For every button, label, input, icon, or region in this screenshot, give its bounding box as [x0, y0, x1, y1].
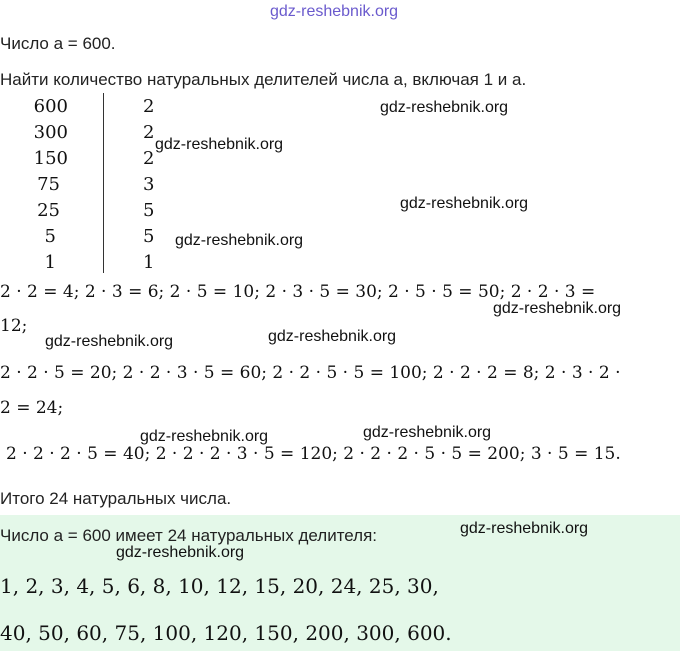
products-line-3: 2 · 2 · 5 = 20; 2 · 2 · 3 · 5 = 60; 2 · 2 · 5 · 5 = 100; 2 · 2 · 2 = 8; 2 · 3 · 2 · [0, 363, 621, 383]
watermark-1: gdz-reshebnik.org [380, 99, 509, 116]
answer-heading: Число a = 600 имеет 24 натуральных делителя: [0, 526, 378, 545]
watermark-3: gdz-reshebnik.org [400, 195, 529, 212]
watermark-10: gdz-reshebnik.org [460, 520, 589, 537]
watermark-11: gdz-reshebnik.org [116, 544, 245, 561]
dividend-4: 25 [37, 200, 60, 221]
watermark-8: gdz-reshebnik.org [140, 428, 269, 445]
dividend-2: 150 [33, 148, 68, 169]
watermark-9: gdz-reshebnik.org [363, 424, 492, 441]
products-line-4: 2 = 24; [0, 398, 64, 418]
divisor-0: 2 [143, 96, 155, 117]
watermark-6: gdz-reshebnik.org [45, 333, 174, 350]
dividend-6: 1 [44, 252, 56, 273]
products-line-5: 2 · 2 · 2 · 5 = 40; 2 · 2 · 2 · 3 · 5 = 120; 2 · 2 · 2 · 5 · 5 = 200; 3 · 5 = 15. [6, 444, 621, 464]
divisor-3: 3 [143, 174, 155, 195]
total-text: Итого 24 натуральных числа. [0, 489, 232, 508]
watermark-top: gdz-reshebnik.org [270, 3, 399, 20]
divisor-6: 1 [143, 252, 155, 273]
divisor-2: 2 [143, 148, 155, 169]
divisor-5: 5 [143, 226, 155, 247]
watermark-5: gdz-reshebnik.org [493, 300, 622, 317]
dividend-1: 300 [33, 122, 68, 143]
divisor-4: 5 [143, 200, 155, 221]
watermark-7: gdz-reshebnik.org [268, 328, 397, 345]
dividend-5: 5 [44, 226, 56, 247]
watermark-4: gdz-reshebnik.org [175, 232, 304, 249]
answer-line-2: 40, 50, 60, 75, 100, 120, 150, 200, 300, 600. [0, 621, 452, 645]
intro-text: Число a = 600. [0, 34, 116, 53]
watermark-2: gdz-reshebnik.org [155, 136, 284, 153]
divisor-1: 2 [143, 122, 155, 143]
dividend-3: 75 [37, 174, 60, 195]
answer-line-1: 1, 2, 3, 4, 5, 6, 8, 10, 12, 15, 20, 24, 25, 30, [0, 574, 439, 598]
dividend-0: 600 [33, 96, 68, 117]
task-text: Найти количество натуральных делителей числа a, включая 1 и a. [0, 70, 527, 89]
products-line-2: 12; [0, 316, 28, 336]
factorization-divider-line [103, 93, 104, 273]
products-line-1: 2 · 2 = 4; 2 · 3 = 6; 2 · 5 = 10; 2 · 3 · 5 = 30; 2 · 5 · 5 = 50; 2 · 2 · 3 = [0, 282, 596, 302]
